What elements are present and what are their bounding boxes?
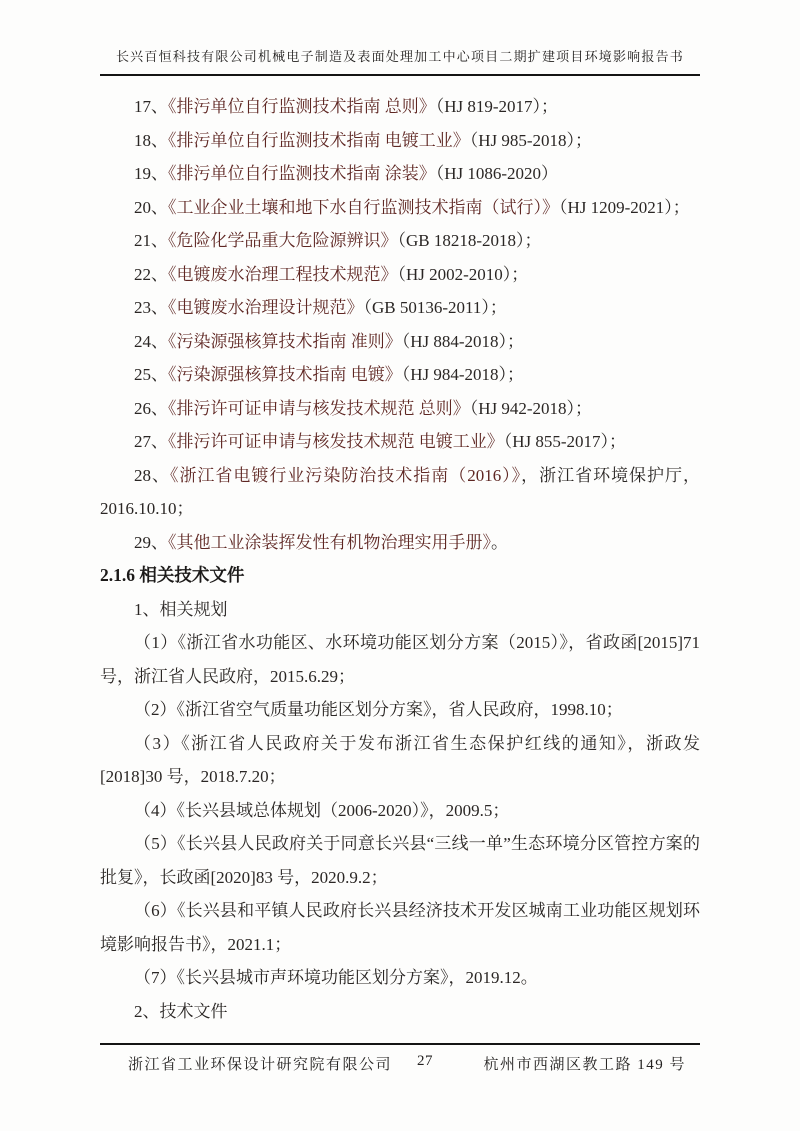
footer-company: 浙江省工业环保设计研究院有限公司 bbox=[128, 1057, 393, 1073]
page-header bbox=[0, 0, 800, 76]
standard-title: 《工业企业土壤和地下水自行监测技术指南（试行）》 bbox=[168, 197, 559, 217]
item-number: 17、 bbox=[134, 97, 168, 116]
plan-text: 《长兴县域总体规划（2006-2020）》，2009.5； bbox=[176, 800, 510, 820]
standard-code: （HJ 984-2018）； bbox=[401, 365, 525, 384]
standard-item-17 bbox=[100, 90, 700, 124]
plan-item-6 bbox=[100, 894, 700, 961]
standard-code: （HJ 884-2018）； bbox=[401, 331, 525, 351]
standard-title: 《浙江省电镀行业污染防治技术指南（2016）》 bbox=[169, 465, 522, 485]
plan-item-7 bbox=[100, 961, 700, 995]
standard-item-21 bbox=[100, 224, 700, 258]
plan-item-5 bbox=[100, 827, 700, 894]
standard-item-19 bbox=[100, 157, 700, 191]
standard-item-26 bbox=[100, 392, 700, 426]
plan-item-1 bbox=[100, 626, 700, 693]
page-footer bbox=[100, 1043, 700, 1081]
header-rule bbox=[100, 74, 700, 76]
standard-code: （GB 18218-2018）； bbox=[397, 231, 542, 250]
standard-title: 《排污单位自行监测技术指南 电镀工业》 bbox=[168, 130, 470, 150]
item-number: （2） bbox=[134, 700, 177, 719]
standard-code: （HJ 2002-2010）； bbox=[397, 264, 529, 284]
report-title: 长兴百恒科技有限公司机械电子制造及表面处理加工中心项目二期扩建项目环境影响报告书 bbox=[115, 49, 684, 64]
item-number: （6） bbox=[134, 901, 177, 920]
standard-item-29 bbox=[100, 526, 700, 560]
item-number: 23、 bbox=[134, 298, 168, 317]
standard-item-25 bbox=[100, 358, 700, 392]
standard-code: （HJ 855-2017）； bbox=[503, 432, 627, 451]
standard-code: （HJ 942-2018）； bbox=[469, 398, 593, 418]
standard-title: 《排污单位自行监测技术指南 总则》 bbox=[168, 97, 436, 116]
plan-text: 《浙江省水功能区、水环境功能区划分方案（2015）》，省政函[2015]71 号，浙江省人民政府，2015.6.29； bbox=[100, 633, 701, 686]
standard-title: 《排污许可证申请与核发技术规范 电镀工业》 bbox=[168, 432, 504, 451]
standard-title: 《危险化学品重大危险源辨识》 bbox=[168, 231, 398, 250]
standard-item-23 bbox=[100, 291, 700, 325]
item-number: 25、 bbox=[134, 365, 168, 384]
item-number: 26、 bbox=[134, 398, 168, 418]
plan-item-2 bbox=[100, 693, 700, 727]
standard-item-18 bbox=[100, 124, 700, 158]
subsection-related-plans: 1、相关规划 bbox=[134, 599, 228, 619]
item-number: 19、 bbox=[134, 164, 168, 183]
subsection-technical-documents: 2、技术文件 bbox=[134, 1001, 228, 1021]
plan-text: 《长兴县人民政府关于同意长兴县“三线一单”生态环境分区管控方案的批复》，长政函[2020]83 号，2020.9.2； bbox=[100, 834, 700, 887]
plan-text: 《长兴县城市声环境功能区划分方案》，2019.12。 bbox=[176, 968, 538, 987]
item-number: 27、 bbox=[134, 432, 168, 451]
item-number: （1） bbox=[134, 633, 178, 652]
plan-item-3 bbox=[100, 727, 700, 794]
item-number: （4） bbox=[134, 800, 177, 820]
page-number: 27 bbox=[417, 1053, 433, 1069]
standard-title: 《电镀废水治理设计规范》 bbox=[168, 298, 364, 317]
standard-title: 《其他工业涂装挥发性有机物治理实用手册》 bbox=[168, 532, 491, 552]
item-number: 20、 bbox=[134, 197, 168, 217]
standard-title: 《排污许可证申请与核发技术规范 总则》 bbox=[168, 398, 470, 418]
item-number: 18、 bbox=[134, 130, 168, 150]
standard-title: 《污染源强核算技术指南 电镀》 bbox=[168, 365, 402, 384]
item-number: （7） bbox=[134, 968, 177, 987]
item-number: 29、 bbox=[134, 532, 168, 552]
standard-code: （HJ 985-2018）； bbox=[469, 130, 593, 150]
item-number: 21、 bbox=[134, 231, 168, 250]
standard-title: 《排污单位自行监测技术指南 涂装》 bbox=[168, 164, 436, 183]
standard-title: 《电镀废水治理工程技术规范》 bbox=[168, 264, 398, 284]
item-number: （3） bbox=[134, 733, 182, 753]
plan-item-4 bbox=[100, 794, 700, 828]
item-number: 22、 bbox=[134, 264, 168, 284]
standard-code: （HJ 1086-2020） bbox=[435, 164, 559, 183]
standard-title: 《污染源强核算技术指南 准则》 bbox=[168, 331, 402, 351]
footer-address: 杭州市西湖区教工路 149 号 bbox=[483, 1057, 686, 1073]
standard-item-27 bbox=[100, 425, 700, 459]
item-number: 24、 bbox=[134, 331, 168, 351]
standard-code: （GB 50136-2011）； bbox=[363, 298, 507, 317]
standard-code: ，浙江省环境保护厅，2016.10.10； bbox=[100, 465, 701, 518]
standard-code: （HJ 1209-2021）； bbox=[559, 197, 690, 217]
document-body bbox=[100, 90, 700, 1028]
plan-text: 《长兴县和平镇人民政府长兴县经济技术开发区城南工业功能区规划环境影响报告书》，2021.1； bbox=[100, 901, 701, 954]
plan-text: 《浙江省人民政府关于发布浙江省生态保护红线的通知》，浙政发[2018]30 号，2018.7.20； bbox=[100, 733, 701, 786]
plan-text: 《浙江省空气质量功能区划分方案》，省人民政府，1998.10； bbox=[176, 700, 623, 719]
standard-item-28 bbox=[100, 459, 700, 526]
standard-code: （HJ 819-2017）； bbox=[435, 97, 559, 116]
standard-item-20 bbox=[100, 191, 700, 225]
standard-item-24 bbox=[100, 325, 700, 359]
section-heading-2-1-6: 2.1.6 相关技术文件 bbox=[100, 565, 245, 585]
item-number: 28、 bbox=[134, 465, 170, 485]
item-number: （5） bbox=[134, 834, 178, 853]
standard-code: 。 bbox=[491, 532, 508, 552]
standard-item-22 bbox=[100, 258, 700, 292]
